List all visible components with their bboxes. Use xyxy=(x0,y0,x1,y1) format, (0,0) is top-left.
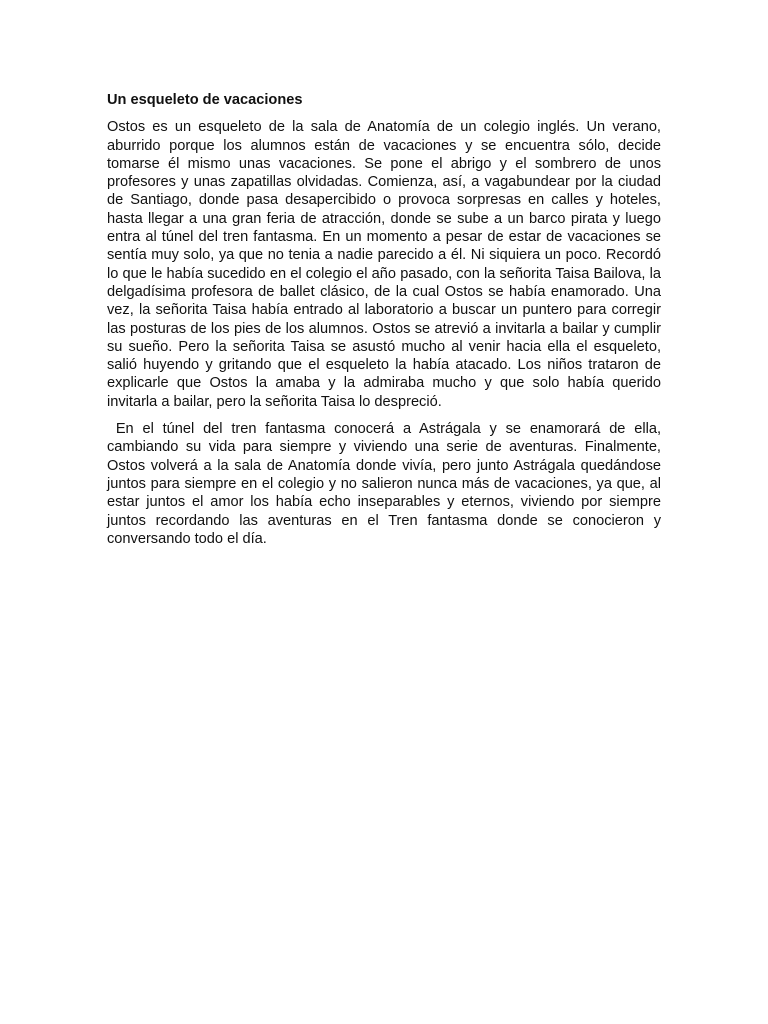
paragraph-1: Ostos es un esqueleto de la sala de Anatomía de un colegio inglés. Un verano, aburrido porque los alumnos están de vacaciones y se encuentra sólo, decide tomarse él mismo unas vacaciones. Se pone el abrigo y el sombrero de unos profesores y unas zapatillas olvidadas. Comienza, así, a vagabundear por la ciudad de Santiago, donde pasa desapercibido o provoca sorpresas en calles y hoteles, hasta llegar a una gran feria de atracción, donde se sube a un barco pirata y luego entra al túnel del tren fantasma. En un momento a pesar de estar de vacaciones se sentía muy solo, ya que no tenia a nadie parecido a él. Ni siquiera un poco. Recordó lo que le había sucedido en el colegio el año pasado, con la señorita Taisa Bailova, la delgadísima profesora de ballet clásico, de la cual Ostos se había enamorado. Una vez, la señorita Taisa había entrado al laboratorio a buscar un puntero para corregir las posturas de los pies de los alumnos. Ostos se atrevió a invitarla a bailar y cumplir su sueño. Pero la señorita Taisa se asustó mucho al venir hacia ella el esqueleto, salió huyendo y gritando que el esqueleto la había atacado. Los niños trataron de explicarle que Ostos la amaba y la admiraba mucho y que solo había querido invitarla a bailar, pero la señorita Taisa lo despreció. xyxy=(107,119,661,410)
document-body xyxy=(107,91,666,557)
paragraph-2: En el túnel del tren fantasma conocerá a Astrágala y se enamorará de ella, cambiando su vida para siempre y viviendo una serie de aventuras. Finalmente, Ostos volverá a la sala de Anatomía donde vivía, pero junto Astrágala quedándose juntos para siempre en el colegio y no salieron nunca más de vacaciones, ya que, al estar juntos el amor los había echo inseparables y eternos, viviendo por siempre juntos recordando las aventuras en el Tren fantasma donde se conocieron y conversando todo el día. xyxy=(107,421,666,547)
document-title: Un esqueleto de vacaciones xyxy=(107,92,303,108)
